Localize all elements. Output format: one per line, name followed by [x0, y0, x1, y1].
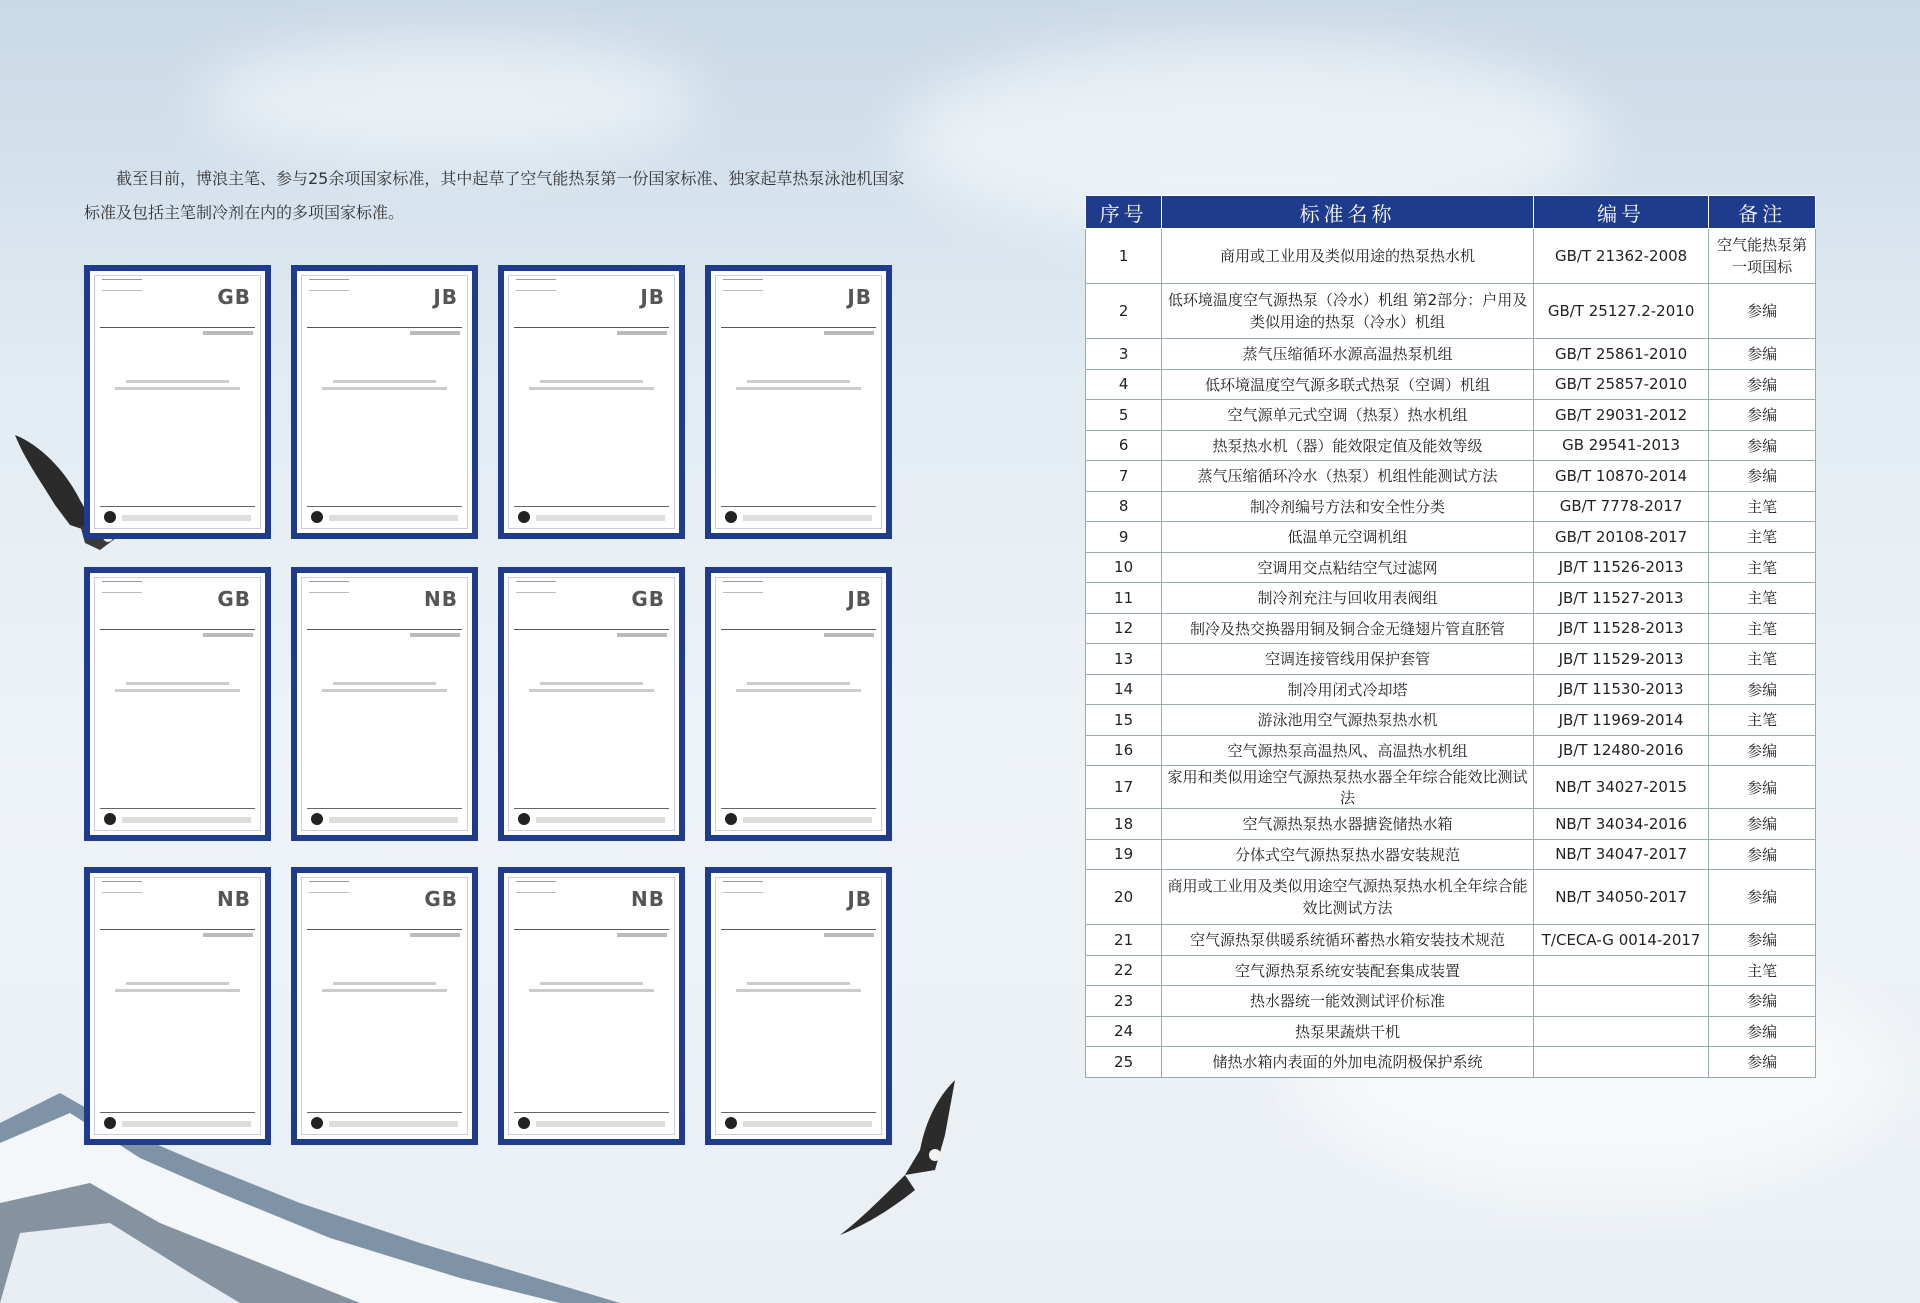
cell-code: JB/T 11528-2013	[1533, 613, 1708, 644]
card-footer-line	[307, 808, 462, 809]
card-title-lines	[104, 678, 251, 696]
cell-code: JB/T 11526-2013	[1533, 552, 1708, 583]
cell-code: GB/T 7778-2017	[1533, 491, 1708, 522]
card-divider	[307, 629, 462, 630]
publisher-logo-icon	[518, 813, 530, 825]
card-number-line	[203, 633, 253, 637]
standard-certificate-card	[291, 567, 478, 841]
table-row	[1086, 1047, 1816, 1078]
card-border	[508, 577, 675, 831]
standard-certificate-card	[84, 867, 271, 1145]
cell-no: 8	[1086, 491, 1162, 522]
cell-name: 蒸气压缩循环冷水（热泵）机组性能测试方法	[1162, 461, 1534, 492]
cell-no: 13	[1086, 644, 1162, 675]
standard-certificate-card	[705, 567, 892, 841]
cell-no: 10	[1086, 552, 1162, 583]
table-row	[1086, 809, 1816, 840]
card-divider	[514, 929, 669, 930]
card-publisher-line	[122, 515, 251, 521]
cell-name: 制冷用闭式冷却塔	[1162, 674, 1534, 705]
cell-no: 16	[1086, 735, 1162, 766]
cell-name: 低环境温度空气源热泵（冷水）机组 第2部分：户用及类似用途的热泵（冷水）机组	[1162, 284, 1534, 339]
cell-code	[1533, 986, 1708, 1017]
card-border	[301, 877, 468, 1135]
standards-table	[1085, 195, 1816, 1078]
table-header-row	[1086, 196, 1816, 229]
table-row	[1086, 870, 1816, 925]
cell-no: 2	[1086, 284, 1162, 339]
cell-code: JB/T 11530-2013	[1533, 674, 1708, 705]
cell-no: 7	[1086, 461, 1162, 492]
card-number-line	[203, 331, 253, 335]
standard-code-badge: NB	[217, 887, 251, 911]
card-publisher-line	[743, 817, 872, 823]
card-header-lines	[102, 279, 142, 291]
card-footer-line	[721, 1112, 876, 1113]
cell-code: NB/T 34050-2017	[1533, 870, 1708, 925]
cell-note: 主笔	[1709, 613, 1816, 644]
card-title-lines	[104, 376, 251, 394]
publisher-logo-icon	[518, 1117, 530, 1129]
cell-note: 参编	[1709, 1016, 1816, 1047]
cell-note: 参编	[1709, 766, 1816, 809]
card-title-lines	[104, 978, 251, 996]
card-footer-line	[100, 808, 255, 809]
card-divider	[100, 629, 255, 630]
cell-name: 商用或工业用及类似用途的热泵热水机	[1162, 229, 1534, 284]
cell-no: 24	[1086, 1016, 1162, 1047]
table-row	[1086, 369, 1816, 400]
table-row	[1086, 766, 1816, 809]
standard-certificate-card	[84, 265, 271, 539]
cell-no: 17	[1086, 766, 1162, 809]
card-number-line	[410, 331, 460, 335]
cell-name: 制冷剂充注与回收用表阀组	[1162, 583, 1534, 614]
card-footer-line	[514, 506, 669, 507]
standard-certificate-card	[498, 567, 685, 841]
cell-note: 参编	[1709, 986, 1816, 1017]
table-row	[1086, 339, 1816, 370]
cell-code: JB/T 11529-2013	[1533, 644, 1708, 675]
intro-paragraph	[84, 162, 914, 230]
table-row	[1086, 461, 1816, 492]
card-border	[715, 275, 882, 529]
cell-name: 蒸气压缩循环水源高温热泵机组	[1162, 339, 1534, 370]
card-border	[94, 877, 261, 1135]
card-divider	[721, 929, 876, 930]
card-header-lines	[309, 279, 349, 291]
standard-code-badge: JB	[847, 285, 872, 309]
card-title-lines	[725, 978, 872, 996]
cell-code: GB/T 25857-2010	[1533, 369, 1708, 400]
cell-no: 15	[1086, 705, 1162, 736]
standard-certificate-card	[84, 567, 271, 841]
cell-note: 主笔	[1709, 522, 1816, 553]
card-title-lines	[518, 376, 665, 394]
cell-code: JB/T 12480-2016	[1533, 735, 1708, 766]
cell-note: 参编	[1709, 839, 1816, 870]
card-header-lines	[516, 279, 556, 291]
cell-note: 参编	[1709, 870, 1816, 925]
publisher-logo-icon	[104, 1117, 116, 1129]
card-title-lines	[725, 678, 872, 696]
cell-note: 主笔	[1709, 552, 1816, 583]
card-divider	[307, 929, 462, 930]
cell-code: NB/T 34034-2016	[1533, 809, 1708, 840]
card-footer-line	[514, 808, 669, 809]
table-row	[1086, 1016, 1816, 1047]
cell-name: 制冷及热交换器用铜及铜合金无缝翅片管直胚管	[1162, 613, 1534, 644]
cell-no: 1	[1086, 229, 1162, 284]
card-number-line	[410, 633, 460, 637]
standard-code-badge: GB	[424, 887, 458, 911]
cell-note: 主笔	[1709, 644, 1816, 675]
standard-certificate-card	[705, 867, 892, 1145]
cell-name: 空调连接管线用保护套管	[1162, 644, 1534, 675]
cell-name: 游泳池用空气源热泵热水机	[1162, 705, 1534, 736]
cell-note: 参编	[1709, 461, 1816, 492]
card-header-lines	[309, 581, 349, 593]
cell-code: GB/T 29031-2012	[1533, 400, 1708, 431]
standard-code-badge: GB	[217, 587, 251, 611]
table-row	[1086, 986, 1816, 1017]
table-row	[1086, 284, 1816, 339]
cell-name: 制冷剂编号方法和安全性分类	[1162, 491, 1534, 522]
standard-certificate-card	[498, 265, 685, 539]
card-footer-line	[721, 808, 876, 809]
card-title-lines	[518, 978, 665, 996]
cell-code: NB/T 34047-2017	[1533, 839, 1708, 870]
table-row	[1086, 491, 1816, 522]
card-divider	[100, 327, 255, 328]
header-note: 备注	[1709, 196, 1816, 229]
header-code: 编号	[1533, 196, 1708, 229]
table-row	[1086, 583, 1816, 614]
card-divider	[307, 327, 462, 328]
standard-code-badge: JB	[847, 587, 872, 611]
header-no: 序号	[1086, 196, 1162, 229]
cell-no: 18	[1086, 809, 1162, 840]
table-row	[1086, 674, 1816, 705]
card-title-lines	[725, 376, 872, 394]
cell-name: 空气源单元式空调（热泵）热水机组	[1162, 400, 1534, 431]
cell-name: 空气源热泵热水器搪瓷储热水箱	[1162, 809, 1534, 840]
card-number-line	[824, 633, 874, 637]
cell-note: 主笔	[1709, 491, 1816, 522]
cell-note: 参编	[1709, 674, 1816, 705]
cell-code: JB/T 11527-2013	[1533, 583, 1708, 614]
standard-code-badge: GB	[217, 285, 251, 309]
publisher-logo-icon	[725, 511, 737, 523]
table-row	[1086, 955, 1816, 986]
card-number-line	[410, 933, 460, 937]
cell-name: 空气源热泵供暖系统循环蓄热水箱安装技术规范	[1162, 925, 1534, 956]
card-publisher-line	[536, 1121, 665, 1127]
standard-code-badge: JB	[433, 285, 458, 309]
standard-certificate-card	[291, 265, 478, 539]
cell-name: 热泵热水机（器）能效限定值及能效等级	[1162, 430, 1534, 461]
card-publisher-line	[329, 817, 458, 823]
cell-code: GB/T 10870-2014	[1533, 461, 1708, 492]
cell-no: 3	[1086, 339, 1162, 370]
card-header-lines	[102, 881, 142, 893]
card-footer-line	[307, 506, 462, 507]
table-row	[1086, 229, 1816, 284]
publisher-logo-icon	[725, 1117, 737, 1129]
card-footer-line	[100, 1112, 255, 1113]
intro-text: 截至目前，博浪主笔、参与25余项国家标准，其中起草了空气能热泵第一份国家标准、独家起草热泵泳池机国家标准及包括主笔制冷剂在内的多项国家标准。	[84, 169, 905, 222]
cloud	[200, 40, 700, 160]
table-row	[1086, 839, 1816, 870]
cell-code: GB/T 25127.2-2010	[1533, 284, 1708, 339]
cell-no: 6	[1086, 430, 1162, 461]
cell-note: 参编	[1709, 1047, 1816, 1078]
standard-certificate-card	[705, 265, 892, 539]
cell-note: 参编	[1709, 369, 1816, 400]
cell-code: T/CECA-G 0014-2017	[1533, 925, 1708, 956]
cell-code	[1533, 955, 1708, 986]
cell-no: 9	[1086, 522, 1162, 553]
cell-note: 主笔	[1709, 955, 1816, 986]
cell-name: 空调用交点粘结空气过滤网	[1162, 552, 1534, 583]
card-header-lines	[723, 279, 763, 291]
card-footer-line	[721, 506, 876, 507]
publisher-logo-icon	[311, 511, 323, 523]
card-number-line	[824, 331, 874, 335]
standard-code-badge: NB	[424, 587, 458, 611]
publisher-logo-icon	[311, 1117, 323, 1129]
card-footer-line	[100, 506, 255, 507]
cell-name: 储热水箱内表面的外加电流阴极保护系统	[1162, 1047, 1534, 1078]
card-number-line	[617, 933, 667, 937]
cell-code: GB/T 21362-2008	[1533, 229, 1708, 284]
table-row	[1086, 925, 1816, 956]
card-publisher-line	[536, 515, 665, 521]
publisher-logo-icon	[518, 511, 530, 523]
cell-name: 空气源热泵系统安装配套集成装置	[1162, 955, 1534, 986]
cell-no: 19	[1086, 839, 1162, 870]
table-row	[1086, 705, 1816, 736]
standard-code-badge: NB	[631, 887, 665, 911]
cell-name: 热泵果蔬烘干机	[1162, 1016, 1534, 1047]
card-publisher-line	[122, 1121, 251, 1127]
card-publisher-line	[122, 817, 251, 823]
cell-code: GB/T 20108-2017	[1533, 522, 1708, 553]
cell-note: 参编	[1709, 925, 1816, 956]
card-publisher-line	[329, 1121, 458, 1127]
card-title-lines	[518, 678, 665, 696]
cell-no: 4	[1086, 369, 1162, 400]
card-border	[301, 275, 468, 529]
cell-note: 参编	[1709, 339, 1816, 370]
table-row	[1086, 430, 1816, 461]
publisher-logo-icon	[104, 511, 116, 523]
publisher-logo-icon	[104, 813, 116, 825]
cell-code: NB/T 34027-2015	[1533, 766, 1708, 809]
card-footer-line	[514, 1112, 669, 1113]
card-title-lines	[311, 376, 458, 394]
card-divider	[514, 327, 669, 328]
card-border	[301, 577, 468, 831]
cell-no: 14	[1086, 674, 1162, 705]
card-divider	[514, 629, 669, 630]
cell-name: 低环境温度空气源多联式热泵（空调）机组	[1162, 369, 1534, 400]
cell-note: 参编	[1709, 400, 1816, 431]
cell-name: 分体式空气源热泵热水器安装规范	[1162, 839, 1534, 870]
cell-no: 12	[1086, 613, 1162, 644]
cell-no: 23	[1086, 986, 1162, 1017]
cell-code	[1533, 1047, 1708, 1078]
card-header-lines	[102, 581, 142, 593]
table-row	[1086, 552, 1816, 583]
cell-note: 主笔	[1709, 583, 1816, 614]
standard-certificate-card	[291, 867, 478, 1145]
card-header-lines	[516, 881, 556, 893]
cell-code: GB/T 25861-2010	[1533, 339, 1708, 370]
cell-note: 参编	[1709, 284, 1816, 339]
card-divider	[721, 629, 876, 630]
card-publisher-line	[329, 515, 458, 521]
cell-name: 低温单元空调机组	[1162, 522, 1534, 553]
cell-no: 20	[1086, 870, 1162, 925]
table-row	[1086, 735, 1816, 766]
card-header-lines	[516, 581, 556, 593]
cell-note: 参编	[1709, 809, 1816, 840]
standard-code-badge: JB	[847, 887, 872, 911]
card-header-lines	[723, 881, 763, 893]
cell-no: 25	[1086, 1047, 1162, 1078]
table-row	[1086, 522, 1816, 553]
card-border	[715, 877, 882, 1135]
publisher-logo-icon	[311, 813, 323, 825]
card-publisher-line	[536, 817, 665, 823]
cell-note: 主笔	[1709, 705, 1816, 736]
card-header-lines	[309, 881, 349, 893]
cell-no: 5	[1086, 400, 1162, 431]
table-row	[1086, 644, 1816, 675]
standard-code-badge: GB	[631, 587, 665, 611]
cell-name: 商用或工业用及类似用途空气源热泵热水机全年综合能效比测试方法	[1162, 870, 1534, 925]
header-name: 标准名称	[1162, 196, 1534, 229]
card-number-line	[824, 933, 874, 937]
cell-no: 11	[1086, 583, 1162, 614]
table-row	[1086, 613, 1816, 644]
cell-name: 空气源热泵高温热风、高温热水机组	[1162, 735, 1534, 766]
card-border	[94, 577, 261, 831]
card-border	[508, 275, 675, 529]
card-title-lines	[311, 678, 458, 696]
cell-no: 22	[1086, 955, 1162, 986]
cell-code: GB 29541-2013	[1533, 430, 1708, 461]
card-publisher-line	[743, 1121, 872, 1127]
standard-code-badge: JB	[640, 285, 665, 309]
card-border	[508, 877, 675, 1135]
cell-code: JB/T 11969-2014	[1533, 705, 1708, 736]
card-title-lines	[311, 978, 458, 996]
cell-no: 21	[1086, 925, 1162, 956]
table-row	[1086, 400, 1816, 431]
card-number-line	[203, 933, 253, 937]
standard-certificate-card	[498, 867, 685, 1145]
publisher-logo-icon	[725, 813, 737, 825]
cell-note: 参编	[1709, 735, 1816, 766]
card-number-line	[617, 331, 667, 335]
card-divider	[721, 327, 876, 328]
cell-name: 家用和类似用途空气源热泵热水器全年综合能效比测试法	[1162, 766, 1534, 809]
cell-note: 参编	[1709, 430, 1816, 461]
card-border	[94, 275, 261, 529]
card-divider	[100, 929, 255, 930]
cell-name: 热水器统一能效测试评价标准	[1162, 986, 1534, 1017]
card-footer-line	[307, 1112, 462, 1113]
cell-code	[1533, 1016, 1708, 1047]
card-publisher-line	[743, 515, 872, 521]
cell-note: 空气能热泵第一项国标	[1709, 229, 1816, 284]
card-number-line	[617, 633, 667, 637]
card-border	[715, 577, 882, 831]
card-header-lines	[723, 581, 763, 593]
